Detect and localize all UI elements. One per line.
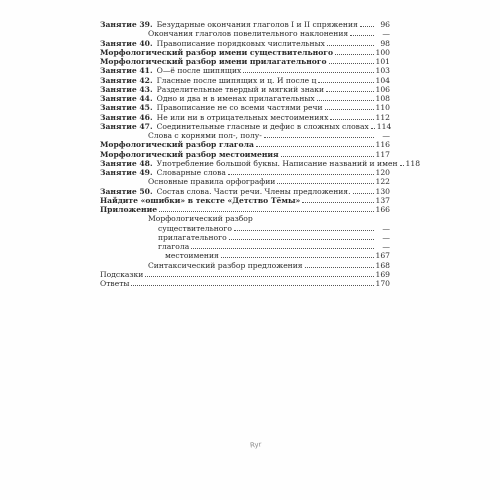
dot-leader <box>302 196 373 203</box>
page-number: — <box>382 232 390 242</box>
toc-entry-title: Основные правила орфографии <box>148 177 276 187</box>
toc-entry-label <box>100 196 300 205</box>
toc-entry <box>100 131 390 140</box>
lesson-number: Занятие 50. <box>100 186 153 196</box>
toc-entry <box>100 187 390 196</box>
toc-entry-title: Не или ни в отрицательных местоимениях <box>156 112 329 122</box>
toc-entry-title: Морфологический разбор местоимения <box>100 149 279 159</box>
toc-entry <box>100 261 390 270</box>
dot-leader <box>317 94 374 101</box>
toc-entry-label <box>100 57 327 66</box>
toc-entry-title: Ответы <box>100 279 130 288</box>
toc-entry <box>100 224 390 233</box>
toc-entry-title: Разделительные твердый и мягкий знаки <box>156 84 325 94</box>
toc-entry-label <box>100 66 241 75</box>
toc-entry <box>100 233 390 242</box>
toc-entry-title: Соединительные гласные и дефис в сложных словах <box>156 121 369 131</box>
toc-entry-label <box>100 159 398 168</box>
dot-leader <box>159 205 373 212</box>
toc-entry <box>100 158 421 168</box>
page-number: 96 <box>380 20 390 29</box>
toc-entry-title: Одно и два н в именах прилагательных <box>156 94 315 103</box>
toc-entry-label <box>100 261 303 270</box>
toc-entry-label <box>100 168 226 177</box>
toc-entry-label <box>100 177 275 186</box>
toc-entry <box>100 242 390 251</box>
toc-entry-label <box>100 76 316 85</box>
page-number: 112 <box>375 112 390 122</box>
toc-entry <box>100 76 390 85</box>
toc-entry-label <box>100 20 358 29</box>
toc-entry <box>100 122 390 131</box>
lesson-number: Занятие 49. <box>100 168 153 177</box>
page-number: — <box>382 131 390 140</box>
toc-entry-title: глагола <box>158 242 190 251</box>
page-number: 106 <box>375 84 390 94</box>
toc-entry <box>100 177 390 186</box>
lesson-number: Занятие 46. <box>100 112 153 122</box>
toc-entry-label <box>100 214 253 223</box>
toc-entry <box>100 57 390 66</box>
toc-entry <box>100 66 390 75</box>
toc-entry-label <box>100 224 232 233</box>
toc-entry-label <box>100 122 369 131</box>
dot-leader <box>281 150 374 157</box>
toc-entry-title: Состав слова. Части речи. Члены предложения. <box>156 186 351 196</box>
toc-entry-label <box>100 270 143 279</box>
page-number: 122 <box>375 177 390 187</box>
toc-entry <box>100 94 390 103</box>
dot-leader <box>400 159 404 166</box>
toc-entry <box>100 140 390 149</box>
toc-entry-label <box>100 251 219 260</box>
toc-entry-title: существительного <box>158 223 232 233</box>
page-number: 101 <box>375 57 390 66</box>
page-number: 130 <box>375 186 390 196</box>
toc-entry-title: Найдите «ошибки» в тексте «Детство Тёмы» <box>100 195 301 205</box>
toc-entry-label <box>100 48 333 57</box>
dot-leader <box>256 140 374 147</box>
dot-leader <box>131 279 373 286</box>
dot-leader <box>330 113 373 120</box>
dot-leader <box>243 66 373 73</box>
toc-entry-title: Словарные слова <box>156 168 226 177</box>
dot-leader <box>329 57 374 64</box>
toc-entry-label <box>100 39 325 48</box>
toc-entry-label <box>100 85 324 94</box>
dot-leader <box>318 76 373 83</box>
toc-entry-label <box>100 150 279 159</box>
lesson-number: Занятие 41. <box>100 66 153 76</box>
dot-leader <box>335 48 373 55</box>
toc-entry-title: Морфологический разбор <box>148 214 253 224</box>
toc-entry <box>100 48 390 57</box>
dot-leader <box>360 20 374 27</box>
toc-entry <box>100 39 390 48</box>
page-number: 167 <box>375 251 390 261</box>
page-number: 170 <box>375 279 390 288</box>
table-of-contents <box>100 20 421 288</box>
toc-entry-title: местоимения <box>165 251 219 261</box>
toc-entry-label <box>100 140 254 149</box>
page-number: 118 <box>405 158 421 168</box>
toc-entry-label <box>100 94 315 103</box>
toc-entry-title: Безударные окончания глаголов I и II спряжения <box>156 20 358 29</box>
dot-leader <box>264 131 374 138</box>
toc-entry <box>100 196 390 205</box>
page-number: 100 <box>375 47 390 57</box>
page-number: 98 <box>380 38 390 48</box>
page-number: 169 <box>375 269 390 279</box>
toc-entry-label <box>100 187 351 196</box>
toc-entry <box>100 85 390 94</box>
toc-entry-title: прилагательного <box>158 232 227 242</box>
toc-entry-title: Подсказки <box>100 269 144 279</box>
lesson-number: Занятие 42. <box>100 75 153 85</box>
lesson-number: Занятие 43. <box>100 84 153 94</box>
toc-entry-label <box>100 113 328 122</box>
page-number: 120 <box>375 168 390 177</box>
toc-entry-title: Слова с корнями пол-, полу- <box>148 131 262 140</box>
page-number: 114 <box>376 121 392 131</box>
toc-entry <box>100 150 390 159</box>
dot-leader <box>325 103 374 110</box>
page-number: 166 <box>375 205 390 214</box>
page-number: 168 <box>375 260 390 270</box>
dot-leader <box>145 270 373 277</box>
toc-entry-title: Правописание не со всеми частями речи <box>156 103 323 113</box>
dot-leader <box>277 177 373 184</box>
toc-entry-title: Окончания глаголов повелительного наклонения <box>148 29 349 39</box>
page-number: 108 <box>375 94 390 103</box>
page-number: — <box>382 29 390 39</box>
library-stamp: Ryr <box>249 440 262 450</box>
dot-leader <box>229 233 374 240</box>
toc-entry-title: Употребление большой буквы. Написание названий и имен <box>156 158 398 168</box>
toc-entry <box>100 214 390 223</box>
page-number: 103 <box>375 66 390 76</box>
page-number: 117 <box>375 149 390 159</box>
page-number: — <box>382 223 390 233</box>
toc-entry-label <box>100 131 262 140</box>
toc-entry-label <box>100 233 227 242</box>
dot-leader <box>350 29 374 36</box>
toc-entry-title: Правописание порядковых числительных <box>156 38 325 48</box>
toc-entry-title: Приложение <box>100 205 158 214</box>
dot-leader <box>305 261 374 268</box>
toc-entry-label <box>100 242 189 251</box>
dot-leader <box>228 168 374 175</box>
toc-entry-title: Гласные после шипящих и ц. И после ц <box>156 75 317 85</box>
toc-entry <box>100 270 390 279</box>
toc-entry-label <box>100 29 348 38</box>
toc-entry <box>100 251 390 260</box>
toc-entry <box>100 20 390 29</box>
page-number: 137 <box>375 195 390 205</box>
dot-leader <box>326 85 373 92</box>
page-number: 116 <box>375 140 390 150</box>
toc-entry-title: Морфологический разбор имени прилагательного <box>100 57 327 66</box>
lesson-number: Занятие 40. <box>100 38 153 48</box>
lesson-number: Занятие 47. <box>100 121 153 131</box>
dot-leader <box>327 39 374 46</box>
toc-entry-label <box>100 279 129 288</box>
toc-entry-title: Морфологический разбор глагола <box>100 140 254 150</box>
toc-entry-label <box>100 205 157 214</box>
lesson-number: Занятие 44. <box>100 94 153 103</box>
toc-entry <box>100 168 390 177</box>
toc-entry-label <box>100 103 323 112</box>
dot-leader <box>353 187 374 194</box>
page-number: 104 <box>375 75 390 85</box>
toc-entry <box>100 205 390 214</box>
lesson-number: Занятие 39. <box>100 20 153 29</box>
toc-entry <box>100 113 390 122</box>
page-number: — <box>382 242 390 251</box>
dot-leader <box>234 224 374 231</box>
toc-entry-title: Морфологический разбор имени существительного <box>100 47 334 57</box>
toc-entry <box>100 279 390 288</box>
lesson-number: Занятие 48. <box>100 158 153 168</box>
toc-entry <box>100 29 390 38</box>
page-number: 110 <box>375 103 390 113</box>
lesson-number: Занятие 45. <box>100 103 153 113</box>
toc-entry-title: О—ё после шипящих <box>156 66 242 76</box>
toc-entry-title: Синтаксический разбор предложения <box>148 260 303 270</box>
toc-entry <box>100 103 390 112</box>
dot-leader <box>191 242 374 249</box>
dot-leader <box>221 251 374 258</box>
dot-leader <box>371 122 375 129</box>
